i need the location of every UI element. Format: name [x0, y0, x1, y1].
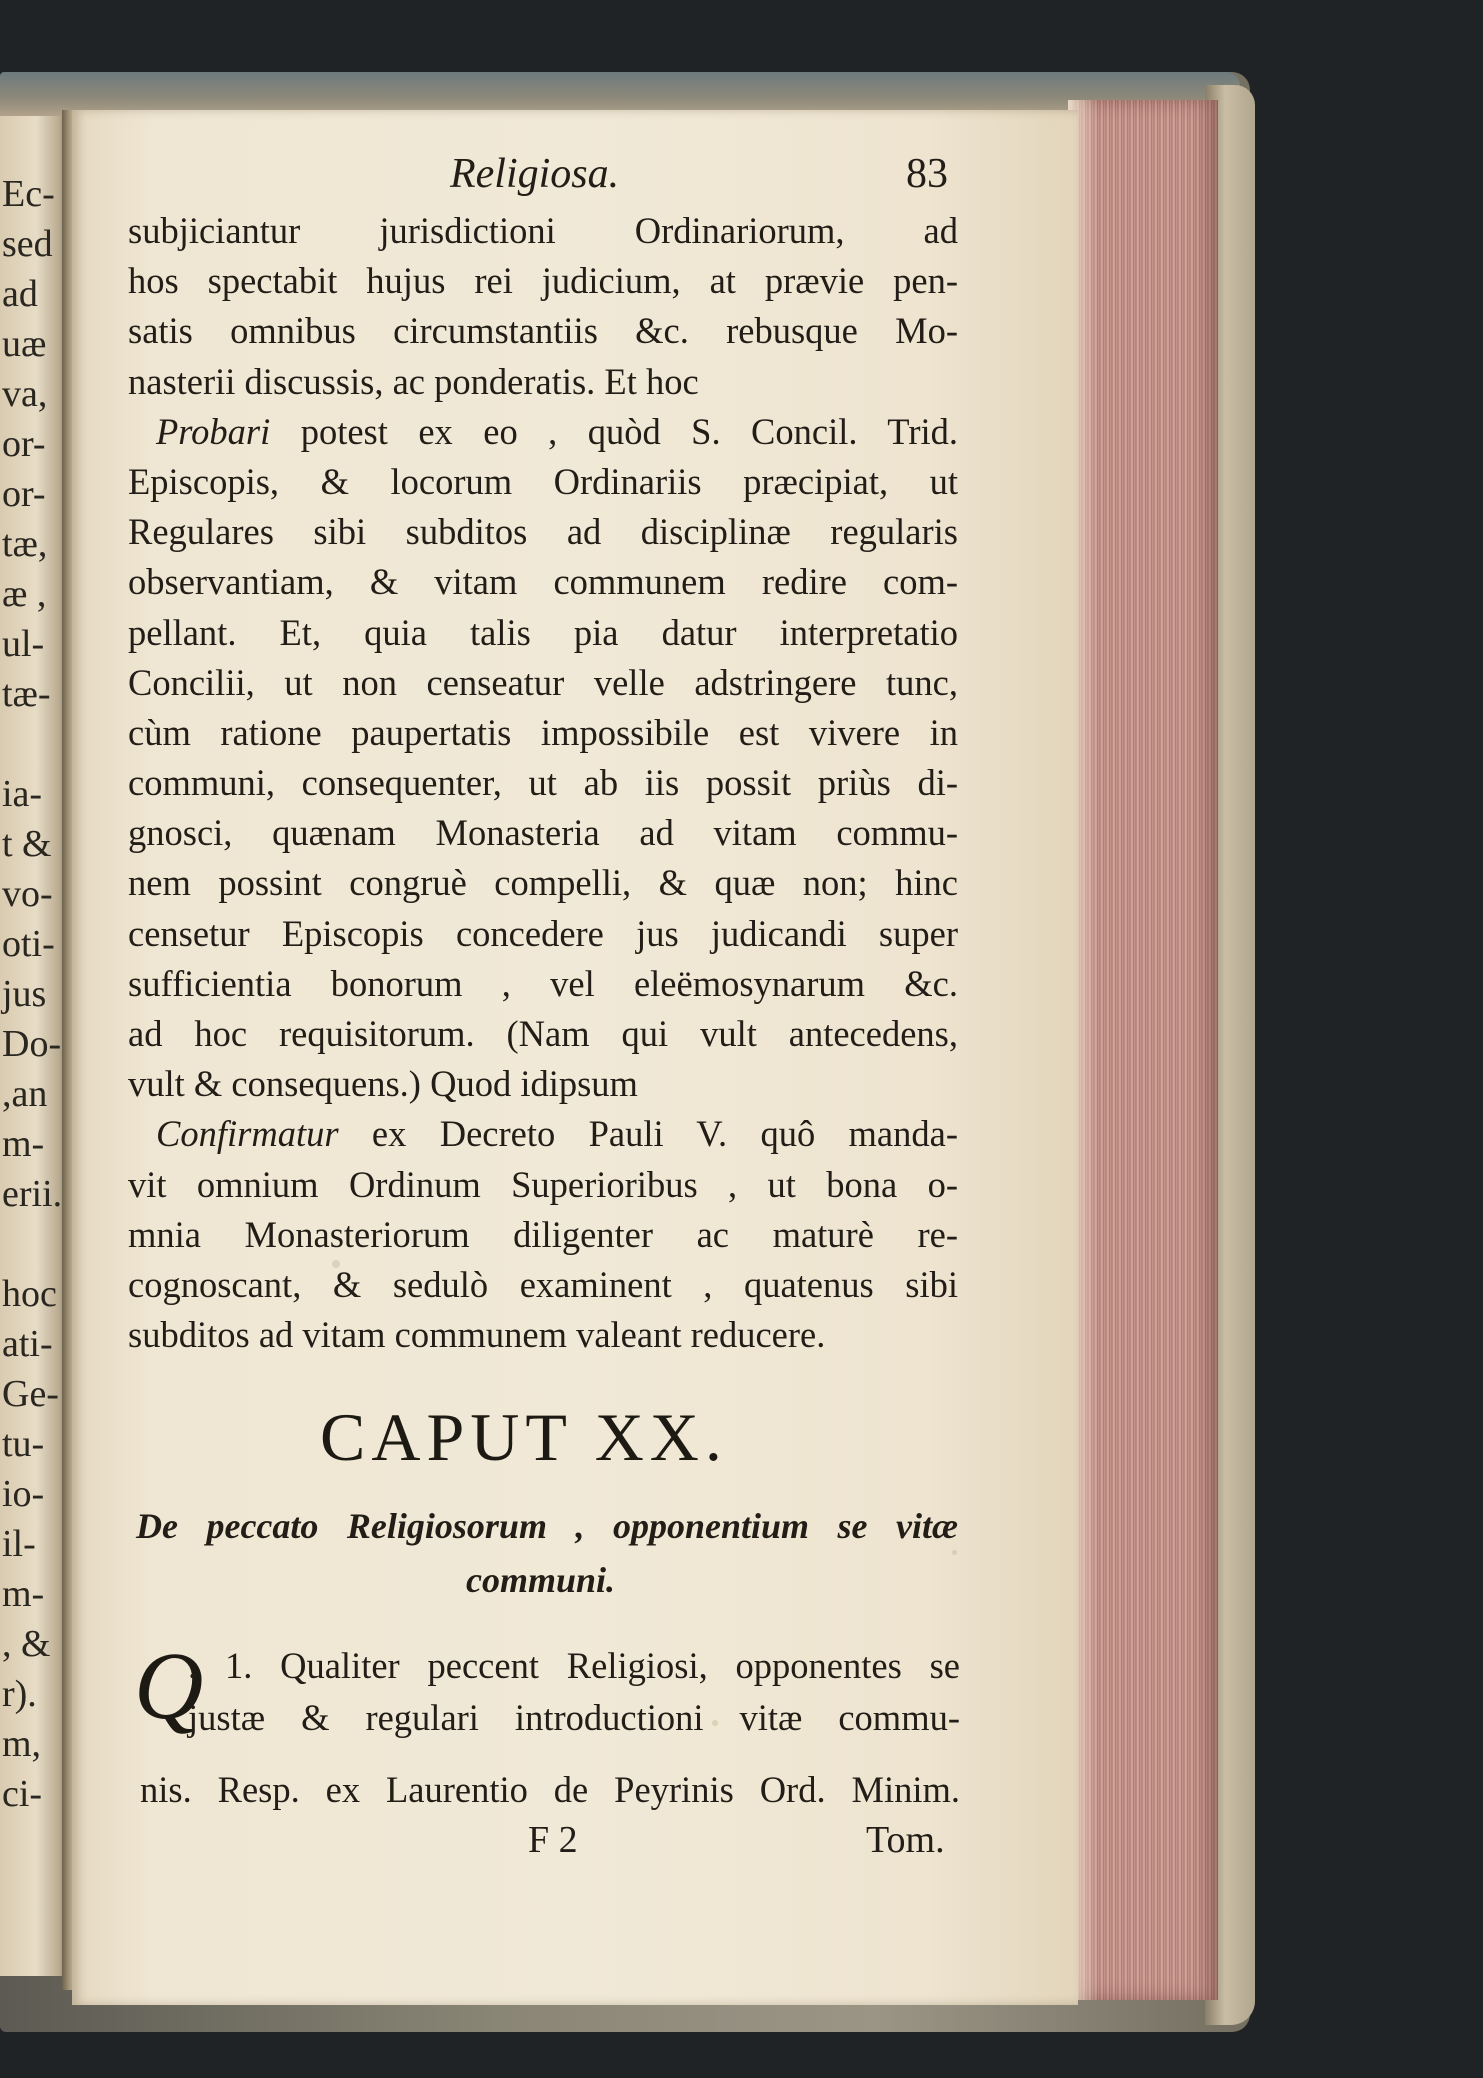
- left-page-fragment: or-: [2, 423, 46, 465]
- signature-mark: F 2: [528, 1819, 578, 1861]
- left-page-fragment: Do-: [2, 1023, 62, 1065]
- left-page-fragment: m-: [2, 1573, 45, 1615]
- left-page-fragment: io-: [2, 1473, 45, 1515]
- chapter-subtitle-line1: De peccato Religiosorum , opponentium se vitæ: [136, 1506, 958, 1546]
- body-line: Confirmatur ex Decreto Pauli V. quô manda-: [156, 1113, 958, 1155]
- left-page-fragment: ,an: [2, 1073, 48, 1115]
- left-page-fragment: ad: [2, 273, 38, 315]
- body-line: communi, consequenter, ut ab iis possit priùs di-: [128, 762, 958, 804]
- question-line: justæ & regulari introductioni vitæ commu-: [188, 1697, 960, 1738]
- left-page-fragment: erii.: [2, 1173, 63, 1215]
- page-number: 83: [906, 151, 948, 197]
- page-header: [128, 150, 958, 206]
- left-page-fragment: tu-: [2, 1423, 45, 1465]
- left-page-fragment: ia-: [2, 773, 43, 815]
- left-page-fragment: r).: [2, 1673, 37, 1715]
- body-line: Probari potest ex eo , quòd S. Concil. Trid.: [156, 410, 958, 452]
- left-page-fragment: ati-: [2, 1323, 53, 1365]
- left-page-fragment: sed: [2, 223, 53, 265]
- body-line: Concilii, ut non censeatur velle adstringere tunc,: [128, 661, 958, 703]
- question-text: [188, 1640, 960, 1744]
- body-line: observantiam, & vitam communem redire com-: [128, 561, 958, 603]
- left-page-fragment: ul-: [2, 623, 45, 665]
- body-line: nem possint congruè compelli, & quæ non; hinc: [128, 862, 958, 904]
- body-line: gnosci, quænam Monasteria ad vitam commu-: [128, 812, 958, 854]
- body-line: cognoscant, & sedulò examinent , quatenus sibi: [128, 1263, 958, 1305]
- left-facing-page: [0, 116, 66, 1976]
- left-page-fragment: Ge-: [2, 1373, 59, 1415]
- left-page-fragment: tæ,: [2, 523, 48, 565]
- page-text: [128, 150, 958, 1360]
- body-line: sufficientia bonorum , vel eleëmosynarum &c.: [128, 962, 958, 1004]
- left-page-fragment: Ec-: [2, 173, 55, 215]
- question-line: nis. Resp. ex Laurentio de Peyrinis Ord. Minim.: [140, 1769, 960, 1810]
- running-head: Religiosa.: [450, 151, 620, 197]
- left-page-fragment: æ ,: [2, 573, 47, 615]
- body-line: nasterii discussis, ac ponderatis. Et hoc: [128, 360, 699, 402]
- left-page-fragment: tæ-: [2, 673, 51, 715]
- chapter-heading: CAPUT XX.: [320, 1399, 728, 1475]
- body-line: ad hoc requisitorum. (Nam qui vult antecedens,: [128, 1013, 958, 1054]
- left-page-fragment: , &: [2, 1623, 51, 1665]
- left-page-fragment: hoc: [2, 1273, 57, 1315]
- italic-keyword: Probari: [156, 410, 271, 452]
- body-line: pellant. Et, quia talis pia datur interpretatio: [128, 611, 958, 653]
- left-page-fragment: m-: [2, 1123, 45, 1165]
- left-page-fragment: jus: [2, 973, 47, 1015]
- left-page-fragment: va,: [2, 373, 48, 415]
- left-page-fragment: ci-: [2, 1773, 43, 1815]
- body-line: satis omnibus circumstantiis &c. rebusque Mo-: [128, 310, 958, 352]
- left-page-fragment: or-: [2, 473, 46, 515]
- body-line: Episcopis, & locorum Ordinariis præcipiat, ut: [128, 460, 958, 502]
- body-line: censetur Episcopis concedere jus judicandi super: [128, 912, 958, 954]
- body-line: vult & consequens.) Quod idipsum: [128, 1063, 638, 1105]
- body-line: subditos ad vitam communem valeant reducere.: [128, 1314, 826, 1356]
- body-line: vit omnium Ordinum Superioribus , ut bona o-: [128, 1163, 958, 1205]
- body-line: Regulares sibi subditos ad disciplinæ regularis: [128, 511, 958, 553]
- question-line: . 1. Qualiter peccent Religiosi, opponentes se: [188, 1645, 960, 1686]
- body-line: hos spectabit hujus rei judicium, at prævie pen-: [128, 260, 958, 302]
- drop-initial: Q: [134, 1632, 204, 1739]
- left-page-fragment: m,: [2, 1723, 42, 1765]
- left-page-fragment: vo-: [2, 873, 53, 915]
- left-page-fragment: t &: [2, 823, 52, 865]
- chapter-subtitle-line2: communi.: [466, 1560, 616, 1600]
- body-line: cùm ratione paupertatis impossibile est vivere in: [128, 711, 958, 753]
- paper-spot: [952, 1550, 957, 1555]
- body-line: mnia Monasteriorum diligenter ac maturè re-: [128, 1213, 958, 1255]
- body-line: subjiciantur jurisdictioni Ordinariorum, ad: [128, 210, 958, 251]
- catchword: Tom.: [866, 1819, 945, 1861]
- body-paragraphs: [128, 206, 958, 1360]
- italic-keyword: Confirmatur: [156, 1113, 339, 1155]
- left-page-fragment: il-: [2, 1523, 36, 1565]
- left-page-fragment: oti-: [2, 923, 55, 965]
- left-page-fragment: uæ: [2, 323, 47, 365]
